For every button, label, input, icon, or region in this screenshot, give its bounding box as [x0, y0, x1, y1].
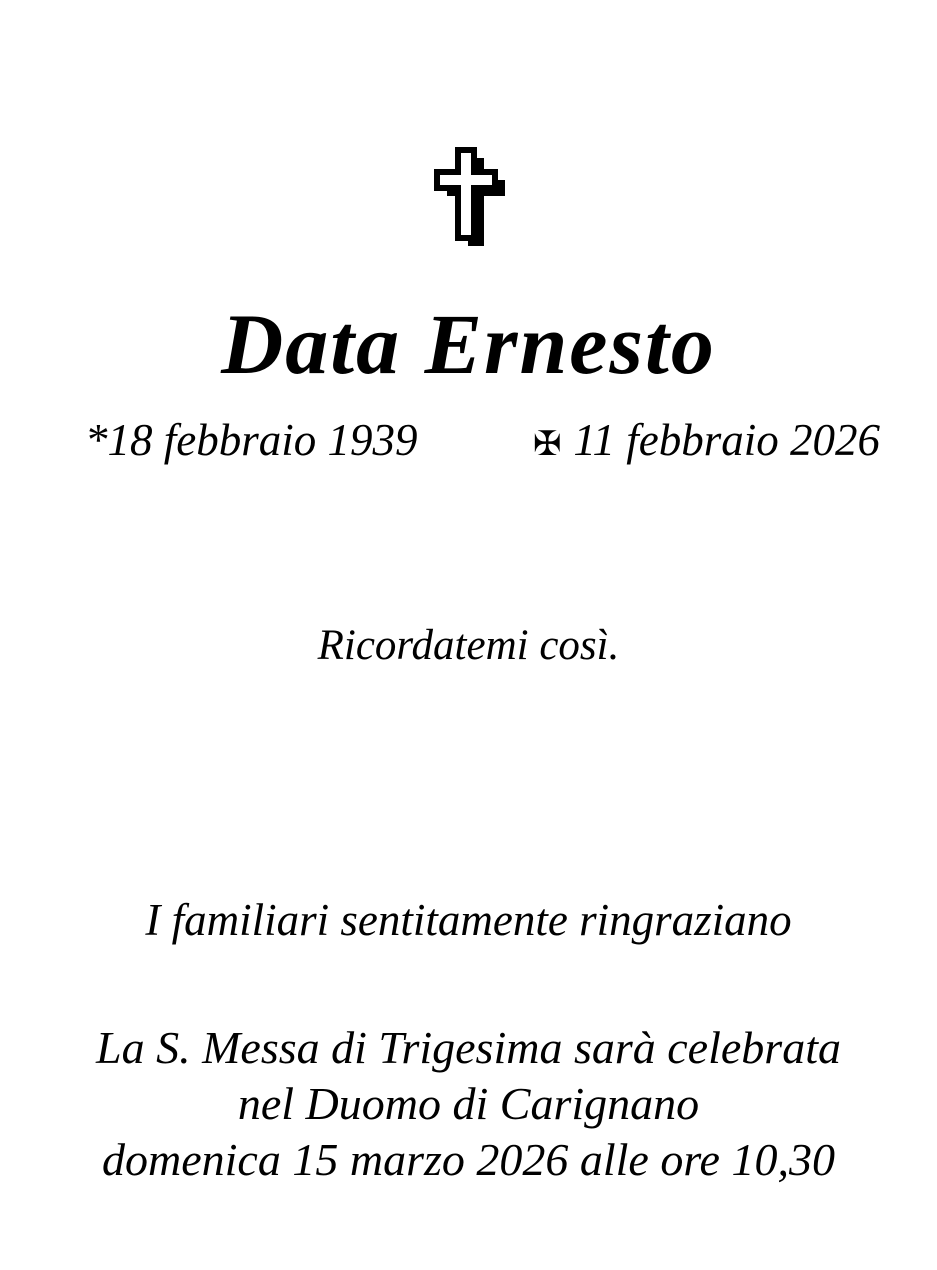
- mass-announcement-line-3: domenica 15 marzo 2026 alle ore 10,30: [102, 1134, 835, 1185]
- death-date: [533, 414, 880, 470]
- cross-icon-container: [0, 0, 937, 246]
- maltese-cross-icon: ✠: [532, 424, 562, 464]
- life-dates-row: [0, 414, 937, 470]
- mass-announcement: [0, 1020, 937, 1188]
- shadowed-latin-cross-icon: [429, 146, 509, 246]
- deceased-name: Data Ernesto: [221, 296, 716, 392]
- birth-date: *18 febbraio 1939: [85, 415, 418, 465]
- family-thanks-text: I familiari sentitamente ringraziano: [145, 895, 792, 945]
- epitaph-text: Ricordatemi così.: [317, 622, 620, 669]
- death-date-text: 11 febbraio 2026: [573, 415, 880, 465]
- mass-announcement-line-2: nel Duomo di Carignano: [237, 1078, 700, 1129]
- mass-announcement-line-1: La S. Messa di Trigesima sarà celebrata: [96, 1022, 841, 1073]
